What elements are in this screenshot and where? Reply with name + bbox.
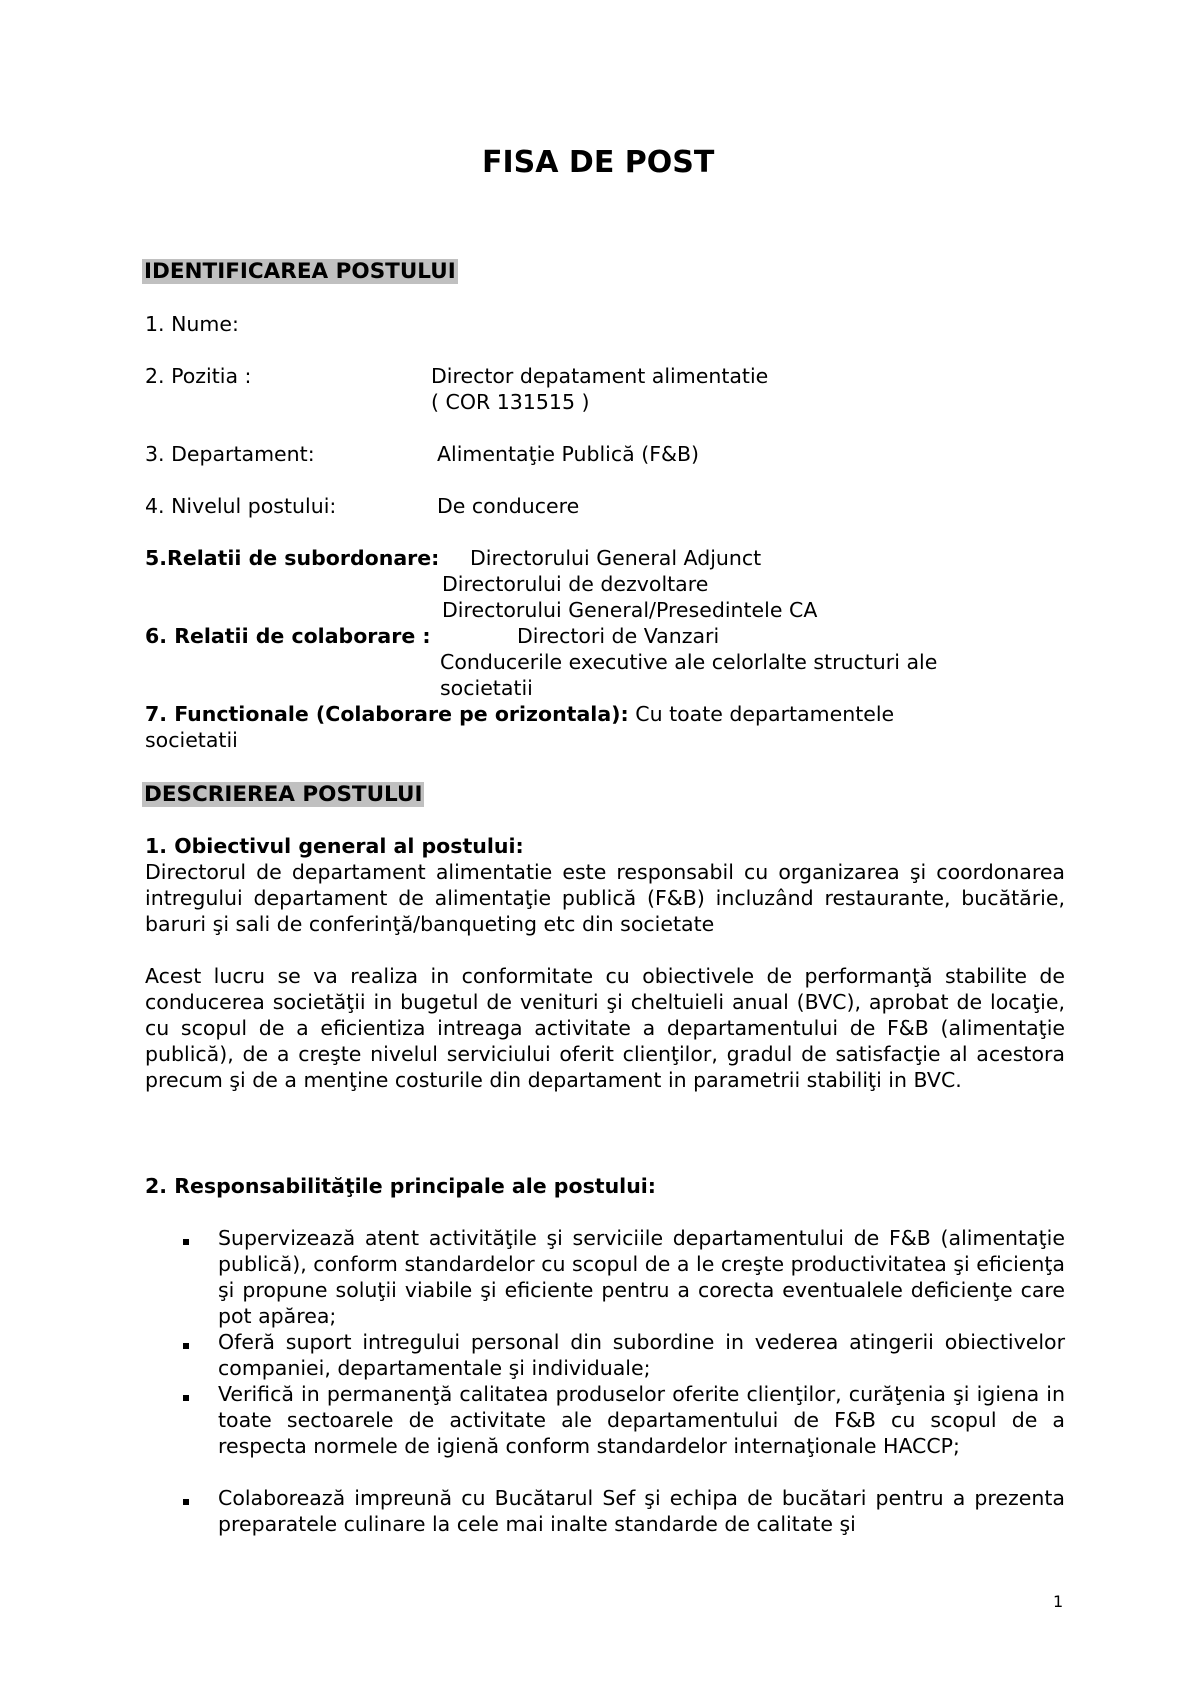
- subordination-value-3: Directorului General/Presedintele CA: [442, 598, 818, 622]
- bullet-icon: [183, 1485, 197, 1511]
- collaboration-value-2: Conducerile executive ale celorlalte structuri ale: [440, 650, 938, 674]
- identification-heading-text: IDENTIFICAREA POSTULUI: [144, 259, 456, 284]
- position-label: 2. Pozitia :: [145, 364, 252, 388]
- position-value: Director depatament alimentatie: [431, 364, 769, 388]
- objective-paragraph-2: Acest lucru se va realiza in conformitate cu obiectivele de performanţă stabilite de conducerea societăţii in bugetul de venituri şi cheltuieli anual (BVC), aprobat de locaţie, cu scopul de a eficientiza intreaga activitate a departamentului de F&B (alimentaţie publică), de a creşte nivelul serviciului oferit clienţilor, gradul de satisfacţie al acestora precum şi de a menţine costurile din departament in parametrii stabiliţi in BVC.: [145, 964, 1065, 1092]
- document-title: FISA DE POST: [482, 145, 715, 180]
- department-label: 3. Departament:: [145, 442, 315, 466]
- subordination-value-1: Directorului General Adjunct: [470, 546, 762, 570]
- collaboration-value-3: societatii: [440, 676, 533, 700]
- description-heading-text: DESCRIEREA POSTULUI: [144, 782, 423, 807]
- bullet-icon: [183, 1329, 197, 1355]
- functional-value-2: societatii: [145, 728, 238, 752]
- objective-heading: 1. Obiectivul general al postului:: [145, 834, 524, 858]
- bullet-icon: [183, 1381, 197, 1407]
- functional-label: 7. Functionale (Colaborare pe orizontala):: [145, 702, 629, 726]
- identification-heading: [142, 258, 458, 285]
- functional-line: [145, 701, 894, 727]
- subordination-label: 5.Relatii de subordonare:: [145, 546, 440, 570]
- functional-value: Cu toate departamentele: [635, 702, 895, 726]
- subordination-value-2: Directorului de dezvoltare: [442, 572, 709, 596]
- bullet-icon: [183, 1225, 197, 1251]
- level-label: 4. Nivelul postului:: [145, 494, 337, 518]
- level-value: De conducere: [437, 494, 580, 518]
- department-value: Alimentaţie Publică (F&B): [437, 442, 700, 466]
- responsibility-item: Supervizează atent activităţile şi serviciile departamentului de F&B (alimentaţie publică), conform standardelor cu scopul de a le creşte productivitatea şi eficienţa şi propune soluţii viabile şi eficiente pentru a corecta eventualele deficienţe care pot apărea;: [218, 1226, 1065, 1328]
- responsibility-item: Oferă suport intregului personal din subordine in vederea atingerii obiectivelor companiei, departamentale şi individuale;: [218, 1330, 1065, 1380]
- page-number: 1: [1053, 1592, 1064, 1611]
- collaboration-label: 6. Relatii de colaborare :: [145, 624, 431, 648]
- collaboration-value-1: Directori de Vanzari: [517, 624, 720, 648]
- responsibility-item: Verifică in permanenţă calitatea produselor oferite clienţilor, curăţenia şi igiena in toate sectoarele de activitate ale departamentului de F&B cu scopul de a respecta normele de igienă conform standardelor internaţionale HACCP;: [218, 1382, 1065, 1458]
- responsibilities-heading: 2. Responsabilităţile principale ale postului:: [145, 1174, 657, 1198]
- description-heading: [142, 781, 424, 808]
- position-code: ( COR 131515 ): [431, 390, 590, 414]
- name-label: 1. Nume:: [145, 312, 239, 336]
- responsibility-item: Colaborează impreună cu Bucătarul Sef şi echipa de bucătari pentru a prezenta preparatele culinare la cele mai inalte standarde de calitate şi: [218, 1486, 1065, 1536]
- objective-paragraph: Directorul de departament alimentatie este responsabil cu organizarea şi coordonarea intregului departament de alimentaţie publică (F&B) incluzând restaurante, bucătărie, baruri şi sali de conferinţă/banqueting etc din societate: [145, 860, 1065, 936]
